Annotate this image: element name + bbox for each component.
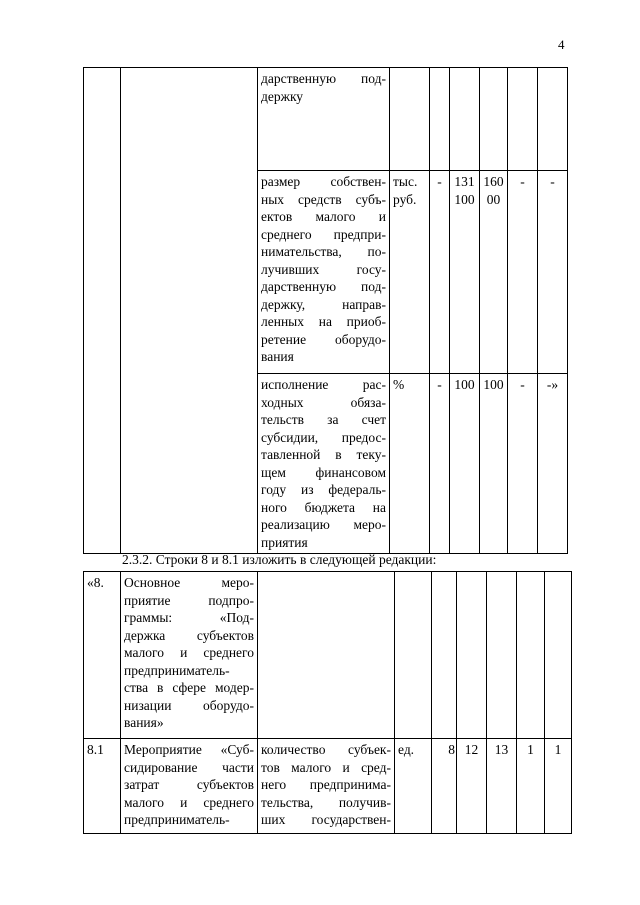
name-line: предприниматель- bbox=[124, 812, 230, 827]
table-row bbox=[84, 68, 568, 171]
unit-cell bbox=[395, 572, 432, 739]
unit-line: тыс. bbox=[393, 174, 418, 189]
program-table bbox=[83, 571, 572, 834]
indicator-cell bbox=[258, 68, 390, 171]
indicator-line: субсидии, предос- bbox=[261, 429, 386, 445]
indicator-line: него предпринима- bbox=[261, 777, 391, 792]
indicator-line: лучивших госу- bbox=[261, 261, 386, 277]
value-cell: 13 bbox=[487, 739, 517, 834]
indicator-cell bbox=[258, 739, 395, 834]
indicator-line: ных средств субъ- bbox=[261, 191, 386, 207]
value-cell: 160 00 bbox=[480, 171, 508, 374]
indicator-line: ретение оборудо- bbox=[261, 331, 386, 347]
unit-cell bbox=[390, 171, 430, 374]
name-line: ства в сфере модер- bbox=[124, 680, 254, 695]
indicator-line: тавленной в теку- bbox=[261, 447, 386, 462]
value-cell: - bbox=[430, 374, 450, 554]
indicator-cell bbox=[258, 171, 390, 374]
value-cell: - bbox=[508, 374, 538, 554]
indicator-line: ленных на приоб- bbox=[261, 314, 386, 329]
value-cell: 8 bbox=[432, 739, 457, 834]
name-line: низации оборудо- bbox=[124, 697, 254, 713]
name-line: держка субъектов bbox=[124, 627, 254, 643]
indicator-line: ших государствен- bbox=[261, 812, 391, 827]
indicator-line: держку, направ- bbox=[261, 296, 386, 312]
indicator-line: приятия bbox=[261, 534, 308, 550]
value-cell: -» bbox=[538, 374, 568, 554]
name-line: Основное меро- bbox=[124, 575, 254, 590]
name-line: граммы: «Под- bbox=[124, 610, 254, 625]
value-cell bbox=[480, 68, 508, 171]
indicator-line: количество субъек- bbox=[261, 742, 391, 757]
value-cell: - bbox=[508, 171, 538, 374]
indicator-line: дарственную под- bbox=[261, 279, 386, 294]
indicator-line: щем финансовом bbox=[261, 464, 386, 480]
value-cell: 100 bbox=[450, 374, 480, 554]
indicator-line: тов малого и сред- bbox=[261, 759, 391, 775]
indicator-line: тельств за счет bbox=[261, 412, 386, 427]
indicator-line: реализацию меро- bbox=[261, 517, 386, 532]
table-row bbox=[84, 572, 572, 739]
value-cell bbox=[545, 572, 572, 739]
value-cell bbox=[538, 68, 568, 171]
unit-cell bbox=[390, 68, 430, 171]
indicator-line: году из федераль- bbox=[261, 482, 386, 497]
indicator-line: нимательства, по- bbox=[261, 244, 386, 259]
indicator-line: размер собствен- bbox=[261, 174, 386, 189]
value-cell bbox=[517, 572, 545, 739]
indicator-line: среднего предпри- bbox=[261, 226, 386, 242]
name-line: приятие подпро- bbox=[124, 592, 254, 608]
indicator-cell bbox=[258, 572, 395, 739]
value-cell bbox=[457, 572, 487, 739]
value-cell: 1 bbox=[517, 739, 545, 834]
table-row bbox=[84, 739, 572, 834]
value-cell bbox=[430, 68, 450, 171]
value-cell bbox=[450, 68, 480, 171]
name-cell bbox=[121, 572, 258, 739]
indicator-line: держку bbox=[261, 88, 304, 104]
value-cell: 1 bbox=[545, 739, 572, 834]
value-cell: 131 100 bbox=[450, 171, 480, 374]
indicator-line: ектов малого и bbox=[261, 209, 386, 224]
page-number: 4 bbox=[558, 37, 565, 52]
name-line: Мероприятие «Суб- bbox=[124, 742, 254, 757]
row-number-cell: 8.1 bbox=[84, 739, 121, 834]
indicators-table-continued bbox=[83, 67, 568, 554]
value-cell: - bbox=[430, 171, 450, 374]
row-number-cell: «8. bbox=[84, 572, 121, 739]
unit-cell bbox=[390, 374, 430, 554]
name-line: затрат субъектов bbox=[124, 777, 254, 792]
indicator-line: дарственную под- bbox=[261, 71, 386, 86]
number-cell bbox=[84, 68, 121, 554]
indicator-line: вания bbox=[261, 349, 294, 364]
value-cell: 12 bbox=[457, 739, 487, 834]
name-line: малого и среднего bbox=[124, 794, 254, 810]
indicator-line: ходных обяза- bbox=[261, 394, 386, 410]
value-cell bbox=[432, 572, 457, 739]
indicator-cell bbox=[258, 374, 390, 554]
value-cell: - bbox=[538, 171, 568, 374]
name-cell bbox=[121, 68, 258, 554]
unit-cell: ед. bbox=[395, 739, 432, 834]
indicator-line: ного бюджета на bbox=[261, 499, 386, 515]
value-cell bbox=[487, 572, 517, 739]
value-cell bbox=[508, 68, 538, 171]
name-line: малого и среднего bbox=[124, 645, 254, 660]
value-cell: 100 bbox=[480, 374, 508, 554]
unit-line: % bbox=[393, 377, 405, 392]
name-line: предприниматель- bbox=[124, 662, 230, 678]
name-line: вания» bbox=[124, 715, 164, 730]
indicator-line: исполнение рас- bbox=[261, 377, 386, 392]
indicator-line: тельства, получив- bbox=[261, 794, 391, 810]
unit-line: руб. bbox=[393, 191, 417, 207]
name-line: сидирование части bbox=[124, 759, 254, 775]
amendment-instruction: 2.3.2. Строки 8 и 8.1 изложить в следующей редакции: bbox=[122, 552, 437, 567]
name-cell bbox=[121, 739, 258, 834]
